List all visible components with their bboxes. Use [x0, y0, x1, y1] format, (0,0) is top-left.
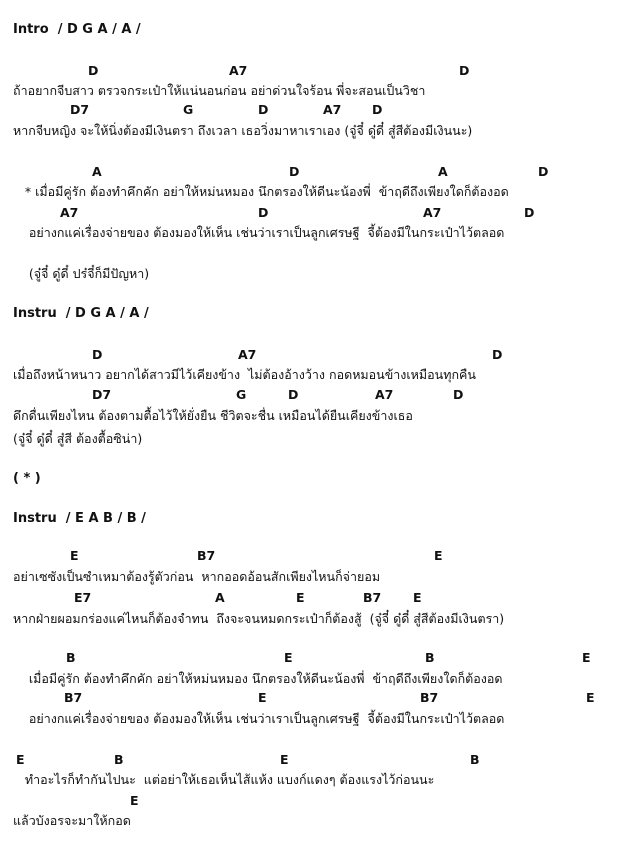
- lyric-line: อย่าเซซังเป็นซำเหมาต้องรู้ตัวก่อน หากออดอ้อนสักเพียงไหนก็จ่ายอม: [13, 569, 381, 584]
- lyric-line: เมื่อมีคู่รัก ต้องทำคึกคัก อย่าให้หม่นหมอง นึกตรองให้ดีนะน้องพี่ ข้าฤดีถึงเพียงใดก็ต้องอด: [13, 671, 503, 686]
- chord-label: A: [438, 164, 448, 179]
- chord-label: E: [413, 590, 422, 605]
- lyric-line: อย่างกแค่เรื่องจ่ายของ ต้องมองให้เห็น เช่นว่าเราเป็นลูกเศรษฐี จี้ต้องมีในกระเป๋าไว้ตลอด: [13, 225, 505, 240]
- chord-label: E: [130, 793, 139, 808]
- lyric-line: * เมื่อมีคู่รัก ต้องทำคึกคัก อย่าให้หม่นหมอง นึกตรองให้ดีนะน้องพี่ ข้าฤดีถึงเพียงใดก็ต้องอด: [13, 184, 509, 199]
- chord-label: B7: [420, 690, 439, 705]
- chord-label: D: [289, 164, 300, 179]
- chord-label: E: [284, 650, 293, 665]
- chord-label: D: [372, 102, 383, 117]
- chord-label: B: [114, 752, 124, 767]
- chord-label: E: [434, 548, 443, 563]
- lyric-line: ทำอะไรก็ทำกันไปนะ แต่อย่าให้เธอเห็นไส้แห้ง แบงก์แดงๆ ต้องแรงไว้ก่อนนะ: [13, 772, 435, 787]
- chord-label: D: [538, 164, 549, 179]
- chord-label: D: [524, 205, 535, 220]
- section-heading: Instru / E A B / B /: [13, 511, 146, 526]
- chord-label: D: [258, 102, 269, 117]
- chord-label: D: [288, 387, 299, 402]
- chord-label: E: [582, 650, 591, 665]
- chord-label: D: [492, 347, 503, 362]
- chord-label: A7: [423, 205, 442, 220]
- chord-label: E: [258, 690, 267, 705]
- section-heading: ( * ): [13, 471, 41, 486]
- lyric-line: อย่างกแค่เรื่องจ่ายของ ต้องมองให้เห็น เช่นว่าเราเป็นลูกเศรษฐี จี้ต้องมีในกระเป๋าไว้ตลอด: [13, 711, 505, 726]
- chord-label: B: [470, 752, 480, 767]
- chord-label: G: [183, 102, 194, 117]
- lyric-line: (จู๋จี๋ ดู๋ดี๋ สู๋สี ต้องตื้อซิน่า): [13, 431, 143, 446]
- chord-label: D7: [70, 102, 90, 117]
- chord-label: E7: [74, 590, 92, 605]
- lyric-line: หากฝ่ายผอมกร่องแค่ไหนก็ต้องจำทน ถึงจะจนหมดกระเป๋าก็ต้องสู้ (จู๋จี๋ ดู๋ดี๋ สู๋สีต้องมีเงินตรา): [13, 611, 505, 626]
- lyric-line: เมื่อถึงหน้าหนาว อยากได้สาวมีไว้เคียงข้าง ไม่ต้องอ้างว้าง กอดหมอนข้างเหมือนทุกคืน: [13, 367, 476, 382]
- chord-label: B7: [64, 690, 83, 705]
- chord-label: A: [215, 590, 225, 605]
- chord-label: D: [92, 347, 103, 362]
- chord-label: A7: [60, 205, 79, 220]
- chord-label: B7: [363, 590, 382, 605]
- chord-label: B7: [197, 548, 216, 563]
- lyric-line: (จู๋จี๋ ดู๋ดี๋ ปร๋จี๋ก็มีปัญหา): [13, 266, 150, 281]
- chord-label: E: [16, 752, 25, 767]
- lyric-line: หากจีบหญิง จะให้นิ่งต้องมีเงินตรา ถึงเวลา เธอวิ่งมาหาเราเอง (จู๋จี๋ ดู๋ดี๋ สู๋สีต้องมีเงินนะ): [13, 123, 473, 138]
- section-heading: Instru / D G A / A /: [13, 306, 149, 321]
- chord-label: D: [459, 63, 470, 78]
- chord-label: B: [66, 650, 76, 665]
- lyric-line: แล้วบังอรจะมาให้กอด: [13, 813, 131, 828]
- lyric-line: ดึกดื่นเพียงไหน ต้องตามตื้อไว้ให้ยั่งยืน ชีวิตจะชื่น เหมือนได้ยืนเคียงข้างเธอ: [13, 408, 413, 423]
- chord-label: E: [280, 752, 289, 767]
- chord-label: E: [296, 590, 305, 605]
- chord-label: D: [453, 387, 464, 402]
- chord-label: E: [70, 548, 79, 563]
- chord-label: D: [88, 63, 99, 78]
- chord-label: A7: [229, 63, 248, 78]
- section-heading: Intro / D G A / A /: [13, 22, 141, 37]
- chord-label: A: [92, 164, 102, 179]
- chord-label: A7: [375, 387, 394, 402]
- chord-label: E: [586, 690, 595, 705]
- lyric-line: ถ้าอยากจีบสาว ตรวจกระเป๋าให้แน่นอนก่อน อย่าด่วนใจร้อน พี่จะสอนเป็นวิชา: [13, 83, 426, 98]
- chord-label: D7: [92, 387, 112, 402]
- chord-label: A7: [238, 347, 257, 362]
- chord-label: B: [425, 650, 435, 665]
- chord-label: A7: [323, 102, 342, 117]
- chord-label: D: [258, 205, 269, 220]
- chord-label: G: [236, 387, 247, 402]
